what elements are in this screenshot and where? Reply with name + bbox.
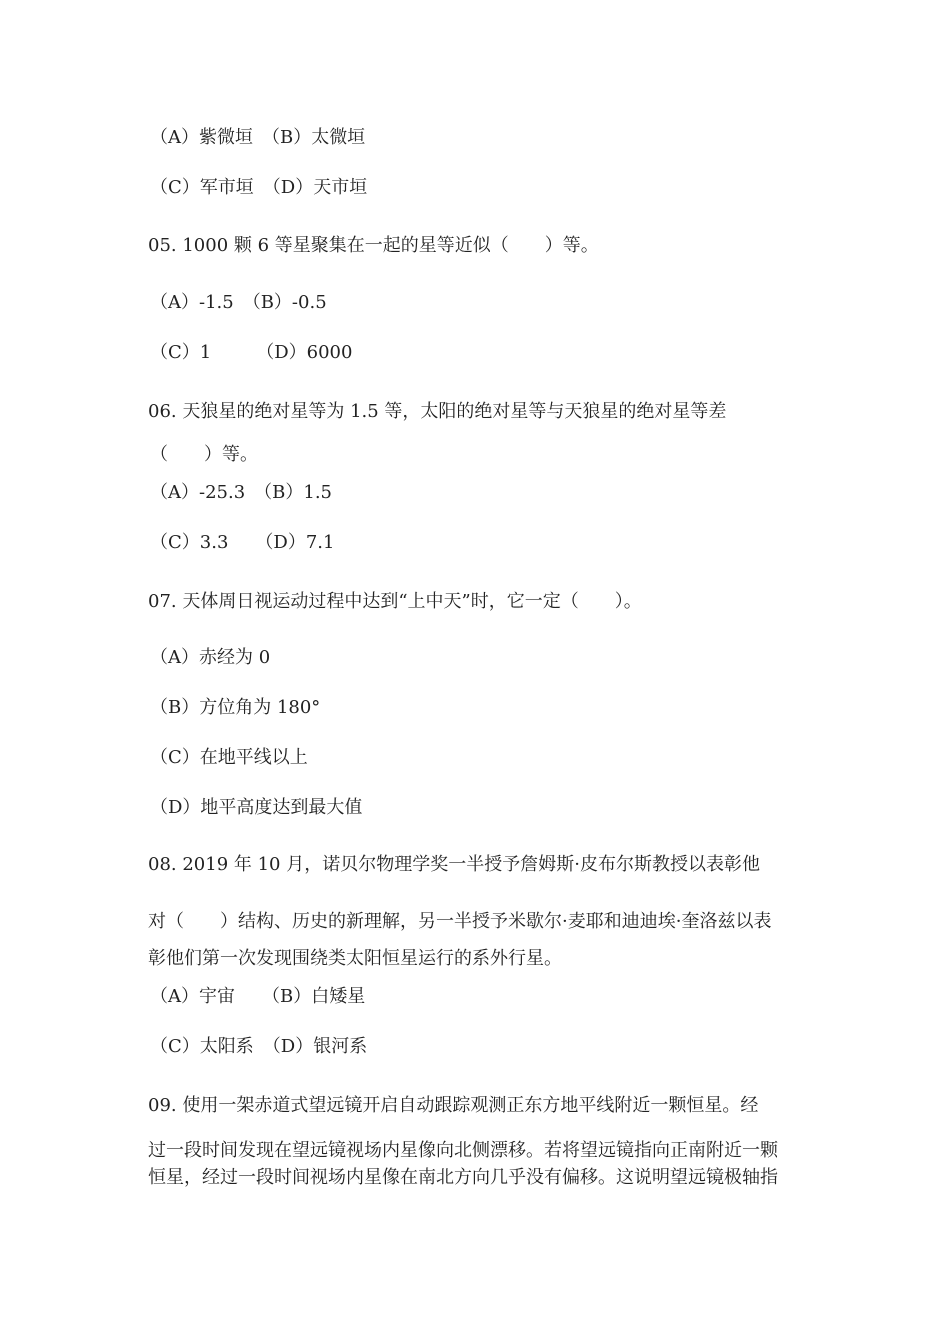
q06-options-row-2: （C）3.3 （D）7.1: [150, 532, 335, 553]
q06-stem-line-1: 06. 天狼星的绝对星等为 1.5 等，太阳的绝对星等与天狼星的绝对星等差: [148, 401, 727, 422]
q04-options-row-2: （C）军市垣 （D）天市垣: [150, 177, 368, 198]
q08-options-row-1: （A）宇宙 （B）白矮星: [150, 986, 366, 1007]
q08-stem-line-1: 08. 2019 年 10 月，诺贝尔物理学奖一半授予詹姆斯·皮布尔斯教授以表彰他: [148, 854, 760, 875]
q09-stem-line-2: 过一段时间发现在望远镜视场内星像向北侧漂移。若将望远镜指向正南附近一颗: [148, 1140, 778, 1161]
q09-stem-line-3: 恒星，经过一段时间视场内星像在南北方向几乎没有偏移。这说明望远镜极轴指: [148, 1167, 778, 1188]
q05-options-row-1: （A）-1.5 （B）-0.5: [150, 292, 327, 313]
q08-stem-line-2: 对（ ）结构、历史的新理解，另一半授予米歇尔·麦耶和迪迪埃·奎洛兹以表: [148, 911, 772, 932]
q05-stem: 05. 1000 颗 6 等星聚集在一起的星等近似（ ）等。: [148, 235, 599, 256]
q05-options-row-2: （C）1 （D）6000: [150, 342, 353, 363]
q07-stem: 07. 天体周日视运动过程中达到“上中天”时，它一定（ ）。: [148, 591, 642, 612]
q07-option-a: （A）赤经为 0: [150, 647, 271, 668]
q07-option-d: （D）地平高度达到最大值: [150, 797, 363, 818]
q07-option-c: （C）在地平线以上: [150, 747, 308, 768]
q08-stem-line-3: 彰他们第一次发现围绕类太阳恒星运行的系外行星。: [148, 948, 562, 969]
q07-option-b: （B）方位角为 180°: [150, 697, 321, 718]
q09-stem-line-1: 09. 使用一架赤道式望远镜开启自动跟踪观测正东方地平线附近一颗恒星。经: [148, 1095, 759, 1116]
q08-options-row-2: （C）太阳系 （D）银河系: [150, 1036, 368, 1057]
q06-options-row-1: （A）-25.3 （B）1.5: [150, 482, 333, 503]
q04-options-row-1: （A）紫微垣 （B）太微垣: [150, 127, 366, 148]
q06-stem-line-2: （ ）等。: [150, 444, 258, 465]
